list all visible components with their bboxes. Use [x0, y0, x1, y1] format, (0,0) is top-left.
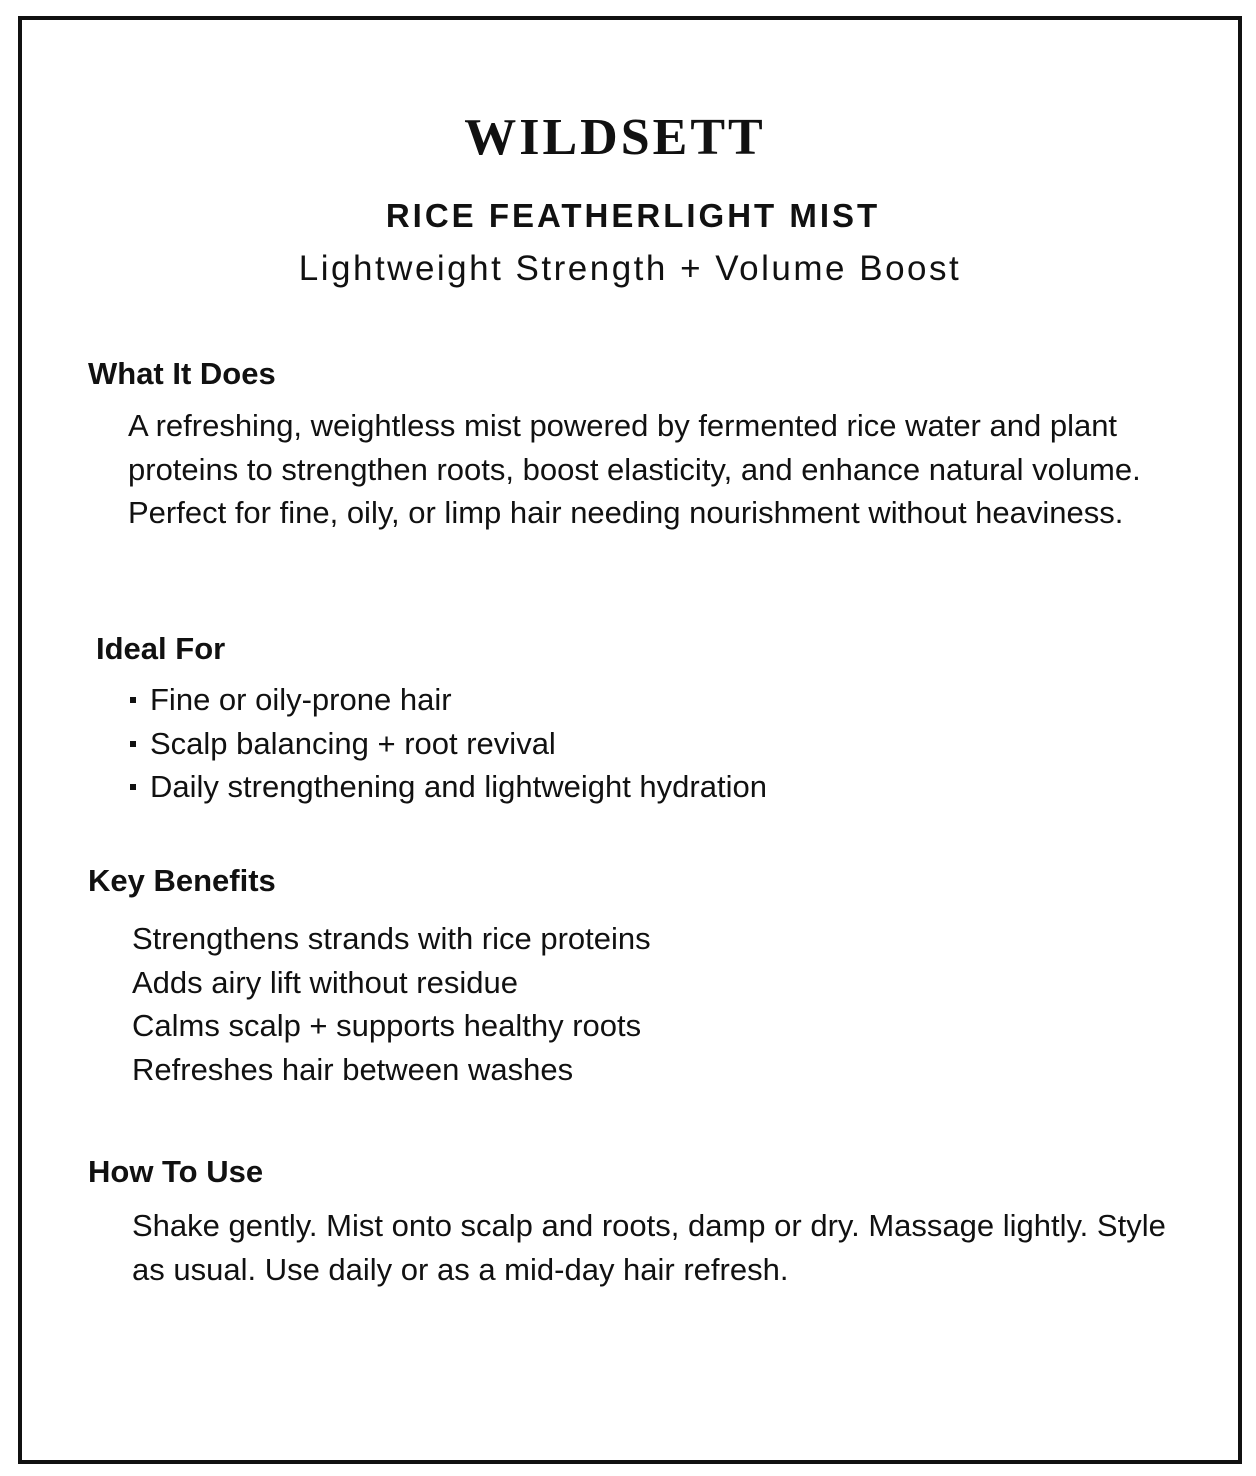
list-item: Strengthens strands with rice proteins: [132, 921, 651, 956]
product-tagline: Lightweight Strength + Volume Boost: [298, 249, 962, 288]
how-to-use-heading: How To Use: [88, 1154, 264, 1189]
bullet-icon: [130, 784, 136, 790]
what-it-does-section: [128, 404, 1188, 535]
what-it-does-text: A refreshing, weightless mist powered by fermented rice water and plant proteins to strengthen roots, boost elasticity, and enhance natural volume. Perfect for fine, oily, or limp hair needing nourishment without heaviness.: [128, 408, 1141, 530]
list-item: Adds airy lift without residue: [132, 964, 518, 1000]
list-item: Calms scalp + supports healthy roots: [132, 1008, 642, 1043]
bullet-icon: [130, 697, 136, 703]
bullet-icon: [130, 741, 136, 747]
list-item: Fine or oily-prone hair: [128, 678, 767, 722]
key-benefits-section: [132, 917, 651, 1091]
list-item: Refreshes hair between washes: [132, 1051, 574, 1087]
key-benefits-heading: Key Benefits: [88, 863, 276, 898]
key-benefits-list: [132, 917, 651, 1091]
brand-logo: WILDSETT: [464, 109, 766, 166]
what-it-does-heading: What It Does: [88, 356, 276, 391]
ideal-for-list: [128, 678, 767, 809]
how-to-use-section: [132, 1204, 1202, 1291]
product-name: RICE FEATHERLIGHT MIST: [385, 197, 881, 234]
list-item: Scalp balancing + root revival: [128, 722, 767, 766]
label-frame: [18, 16, 1242, 1464]
list-item: Daily strengthening and lightweight hydration: [128, 765, 767, 809]
how-to-use-text: Shake gently. Mist onto scalp and roots, damp or dry. Massage lightly. Style as usual. Use daily or as a mid-day hair refresh.: [132, 1208, 1166, 1287]
ideal-for-heading: Ideal For: [96, 631, 226, 666]
ideal-for-section: [128, 678, 767, 809]
